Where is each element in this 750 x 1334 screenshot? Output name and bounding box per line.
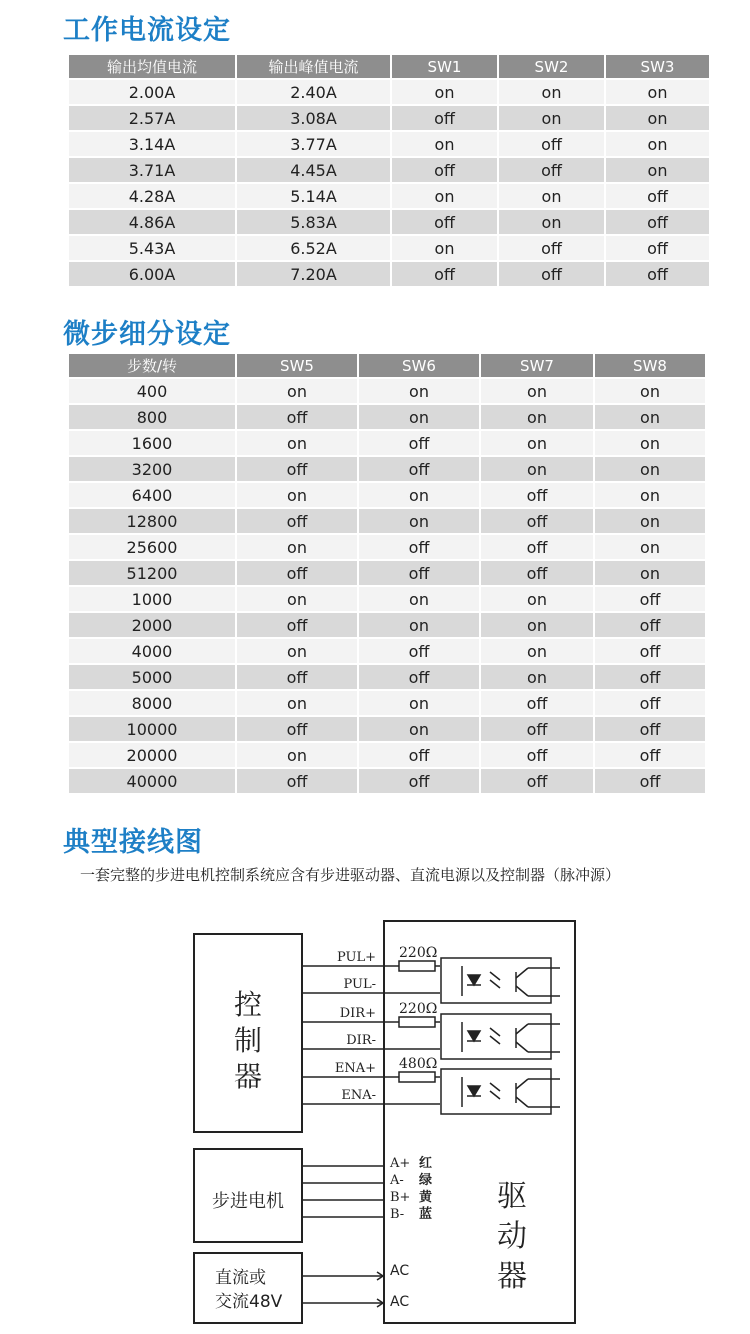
table-cell: off — [481, 509, 593, 535]
table-cell: 12800 — [69, 509, 235, 535]
table-cell: on — [237, 743, 357, 769]
table-header-row — [69, 55, 709, 80]
table-cell: off — [595, 717, 705, 743]
controller-label-char: 控 — [233, 988, 262, 1021]
table-row — [69, 80, 709, 106]
table-cell: on — [606, 132, 709, 158]
table-cell: 3.77A — [237, 132, 390, 158]
table-cell: 4.28A — [69, 184, 235, 210]
table-row — [69, 483, 705, 509]
table-cell: on — [481, 665, 593, 691]
table-cell: on — [481, 431, 593, 457]
table-cell: off — [595, 665, 705, 691]
column-header: 输出均值电流 — [69, 55, 235, 80]
table-cell: off — [392, 158, 497, 184]
table-cell: off — [392, 106, 497, 132]
driver-label-char: 驱 — [497, 1179, 527, 1214]
table-cell: on — [237, 379, 357, 405]
table-cell: 1600 — [69, 431, 235, 457]
table-row — [69, 665, 705, 691]
ac-label: AC — [390, 1263, 410, 1279]
table-cell: 5.43A — [69, 236, 235, 262]
table-cell: 6.00A — [69, 262, 235, 288]
table-cell: on — [499, 106, 604, 132]
current-table — [67, 55, 711, 288]
power-label-line: 直流或 — [215, 1268, 266, 1288]
resistor-value: 480Ω — [399, 1056, 438, 1072]
table-cell: on — [237, 639, 357, 665]
table-cell: off — [359, 743, 479, 769]
table-cell: on — [481, 587, 593, 613]
table-cell: off — [595, 639, 705, 665]
table-cell: off — [237, 769, 357, 795]
table-cell: off — [237, 717, 357, 743]
table-cell: off — [595, 613, 705, 639]
table-cell: off — [481, 743, 593, 769]
table-header-row — [69, 354, 705, 379]
table-cell: on — [595, 431, 705, 457]
table-cell: on — [237, 483, 357, 509]
table-row — [69, 184, 709, 210]
driver-label-char: 动 — [497, 1219, 527, 1254]
table-cell: on — [595, 457, 705, 483]
wiring-intro-text: 一套完整的步进电机控制系统应含有步进驱动器、直流电源以及控制器（脉冲源） — [80, 866, 621, 884]
table-cell: 2.57A — [69, 106, 235, 132]
column-header: SW1 — [392, 55, 497, 80]
wiring-section-title: 典型接线图 — [63, 827, 203, 858]
microstep-section-title: 微步细分设定 — [63, 319, 231, 350]
table-cell: off — [481, 561, 593, 587]
wire-color-label: 绿 — [419, 1173, 433, 1188]
table-cell: on — [606, 106, 709, 132]
table-row — [69, 587, 705, 613]
table-row — [69, 717, 705, 743]
table-cell: on — [606, 80, 709, 106]
table-cell: off — [595, 769, 705, 795]
table-cell: off — [237, 509, 357, 535]
table-cell: 3.08A — [237, 106, 390, 132]
table-cell: 10000 — [69, 717, 235, 743]
table-cell: 51200 — [69, 561, 235, 587]
table-cell: on — [237, 691, 357, 717]
table-cell: off — [237, 457, 357, 483]
microstep-table — [67, 354, 707, 795]
table-row — [69, 236, 709, 262]
table-cell: on — [499, 184, 604, 210]
table-row — [69, 613, 705, 639]
table-cell: on — [595, 483, 705, 509]
resistor-value: 220Ω — [399, 1001, 438, 1017]
ac-label: AC — [390, 1294, 410, 1310]
table-cell: off — [606, 210, 709, 236]
table-cell: on — [359, 613, 479, 639]
motor-label: 步进电机 — [212, 1191, 284, 1212]
table-cell: on — [481, 379, 593, 405]
table-cell: on — [595, 379, 705, 405]
motor-pin-label: B- — [390, 1207, 405, 1222]
table-cell: 400 — [69, 379, 235, 405]
table-row — [69, 457, 705, 483]
table-cell: 5.83A — [237, 210, 390, 236]
table-cell: on — [392, 80, 497, 106]
table-row — [69, 158, 709, 184]
table-cell: on — [392, 184, 497, 210]
table-cell: on — [237, 535, 357, 561]
table-cell: 40000 — [69, 769, 235, 795]
table-row — [69, 379, 705, 405]
table-cell: off — [392, 210, 497, 236]
table-row — [69, 431, 705, 457]
current-section-title: 工作电流设定 — [63, 15, 231, 46]
table-row — [69, 639, 705, 665]
table-cell: off — [499, 262, 604, 288]
table-cell: on — [481, 405, 593, 431]
table-cell: on — [595, 509, 705, 535]
table-cell: 5000 — [69, 665, 235, 691]
table-row — [69, 691, 705, 717]
signal-label: PUL+ — [337, 950, 376, 965]
table-cell: 6400 — [69, 483, 235, 509]
table-cell: off — [499, 158, 604, 184]
table-cell: off — [481, 535, 593, 561]
controller-box — [193, 933, 303, 1133]
table-cell: off — [359, 665, 479, 691]
table-cell: off — [359, 457, 479, 483]
table-row — [69, 262, 709, 288]
table-row — [69, 535, 705, 561]
table-cell: on — [359, 405, 479, 431]
signal-label: DIR- — [346, 1033, 376, 1048]
table-cell: 800 — [69, 405, 235, 431]
table-cell: on — [237, 431, 357, 457]
column-header: 输出峰值电流 — [237, 55, 390, 80]
table-cell: 25600 — [69, 535, 235, 561]
table-cell: on — [481, 457, 593, 483]
table-cell: on — [359, 483, 479, 509]
table-cell: 2.00A — [69, 80, 235, 106]
signal-label: DIR+ — [339, 1006, 376, 1021]
table-cell: on — [481, 639, 593, 665]
table-cell: 20000 — [69, 743, 235, 769]
column-header: SW8 — [595, 354, 705, 379]
table-row — [69, 561, 705, 587]
table-cell: 4.86A — [69, 210, 235, 236]
table-cell: on — [481, 613, 593, 639]
power-box — [193, 1252, 303, 1324]
table-cell: off — [392, 262, 497, 288]
table-cell: 4000 — [69, 639, 235, 665]
table-cell: on — [499, 80, 604, 106]
table-cell: on — [237, 587, 357, 613]
signal-label: PUL- — [343, 977, 376, 992]
table-cell: 2.40A — [237, 80, 390, 106]
controller-label-char: 器 — [233, 1060, 262, 1093]
table-row — [69, 405, 705, 431]
table-cell: off — [237, 405, 357, 431]
signal-label: ENA- — [341, 1088, 376, 1103]
table-row — [69, 106, 709, 132]
table-cell: off — [359, 535, 479, 561]
column-header: SW3 — [606, 55, 709, 80]
table-cell: on — [499, 210, 604, 236]
motor-pin-label: A- — [390, 1173, 404, 1188]
table-cell: off — [359, 769, 479, 795]
table-cell: on — [359, 691, 479, 717]
wire-color-label: 蓝 — [419, 1207, 433, 1222]
power-label-line: 交流48V — [215, 1292, 283, 1312]
column-header: 步数/转 — [69, 354, 235, 379]
table-cell: on — [606, 158, 709, 184]
table-cell: off — [595, 691, 705, 717]
table-cell: on — [359, 509, 479, 535]
table-cell: 2000 — [69, 613, 235, 639]
table-cell: off — [237, 613, 357, 639]
table-cell: on — [595, 561, 705, 587]
table-cell: 6.52A — [237, 236, 390, 262]
wire-color-label: 红 — [419, 1156, 433, 1171]
table-cell: on — [359, 379, 479, 405]
table-row — [69, 210, 709, 236]
table-cell: on — [595, 405, 705, 431]
column-header: SW7 — [481, 354, 593, 379]
table-cell: on — [595, 535, 705, 561]
table-cell: off — [359, 431, 479, 457]
table-row — [69, 743, 705, 769]
table-cell: off — [481, 717, 593, 743]
column-header: SW5 — [237, 354, 357, 379]
table-cell: 1000 — [69, 587, 235, 613]
table-cell: off — [606, 236, 709, 262]
table-row — [69, 132, 709, 158]
table-cell: off — [481, 769, 593, 795]
table-cell: 7.20A — [237, 262, 390, 288]
table-row — [69, 509, 705, 535]
wire-color-label: 黄 — [419, 1190, 433, 1205]
table-cell: off — [237, 665, 357, 691]
motor-pin-label: B+ — [390, 1190, 411, 1205]
column-header: SW6 — [359, 354, 479, 379]
table-cell: 4.45A — [237, 158, 390, 184]
table-cell: 8000 — [69, 691, 235, 717]
table-cell: 5.14A — [237, 184, 390, 210]
table-cell: on — [359, 717, 479, 743]
table-cell: 3.71A — [69, 158, 235, 184]
table-cell: off — [481, 483, 593, 509]
resistor-value: 220Ω — [399, 945, 438, 961]
table-cell: off — [499, 132, 604, 158]
table-cell: off — [237, 561, 357, 587]
table-cell: on — [392, 132, 497, 158]
controller-label-char: 制 — [233, 1024, 262, 1057]
table-row — [69, 769, 705, 795]
table-cell: off — [499, 236, 604, 262]
signal-label: ENA+ — [334, 1061, 376, 1076]
table-cell: 3200 — [69, 457, 235, 483]
motor-box — [193, 1148, 303, 1243]
table-cell: on — [359, 587, 479, 613]
table-cell: off — [359, 561, 479, 587]
table-cell: 3.14A — [69, 132, 235, 158]
table-cell: off — [595, 587, 705, 613]
motor-pin-label: A+ — [390, 1156, 411, 1171]
table-cell: off — [606, 184, 709, 210]
table-cell: off — [481, 691, 593, 717]
column-header: SW2 — [499, 55, 604, 80]
table-cell: off — [606, 262, 709, 288]
table-cell: off — [595, 743, 705, 769]
table-cell: on — [392, 236, 497, 262]
driver-label-char: 器 — [497, 1259, 527, 1294]
table-cell: off — [359, 639, 479, 665]
driver-box — [383, 920, 576, 1324]
